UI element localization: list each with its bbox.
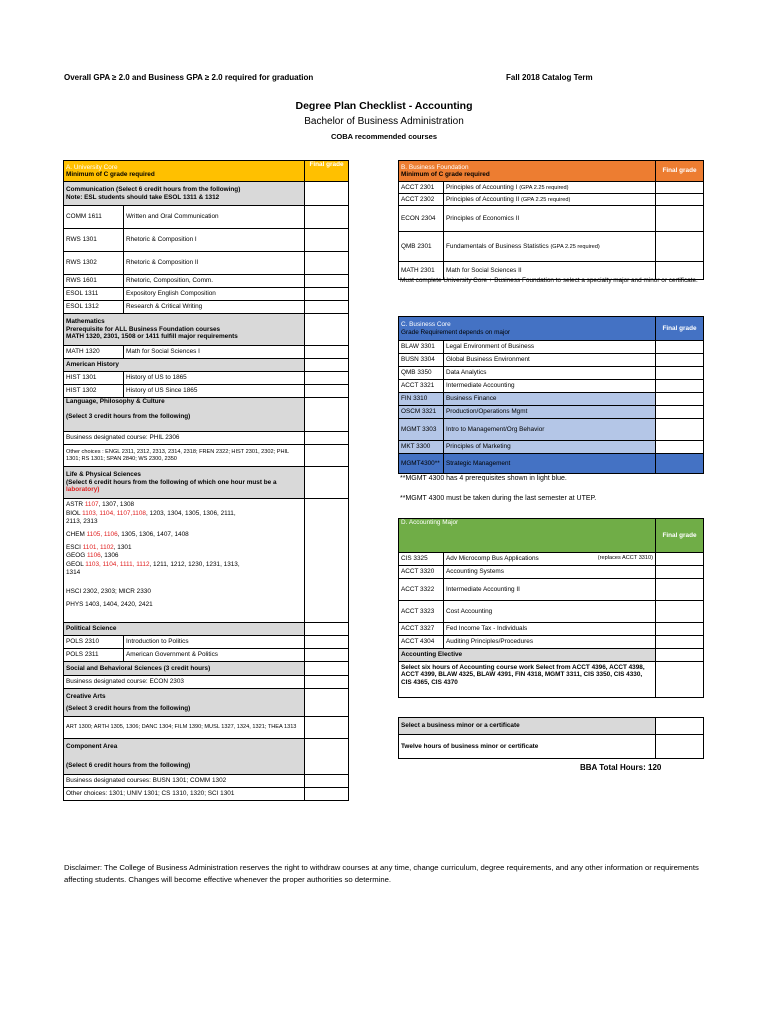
- language-designated: Business designated course: PHIL 2306: [64, 432, 305, 445]
- accounting-elective-text: Select six hours of Accounting course work Select from ACCT 4396, ACCT 4398, ACCT 4399, BLAW 4325, BLAW 4391, FIN 4318, MGMT 3311, CIS 3350, CIS 4330, CIS 4365, CIS 4370: [399, 662, 656, 698]
- course-name: Expository English Composition: [124, 288, 305, 301]
- grade-cell[interactable]: [656, 636, 704, 649]
- esci-line: ESCI 1101, 1102, 1301: [66, 543, 132, 551]
- course-code: ACCT 4304: [399, 636, 444, 649]
- grade-cell[interactable]: [656, 553, 704, 566]
- science-course-list: [64, 499, 305, 623]
- course-code: POLS 2310: [64, 636, 124, 649]
- accounting-major-table: [398, 518, 704, 698]
- grade-cell[interactable]: [656, 194, 704, 206]
- core-note-1: **MGMT 4300 has 4 prerequisites shown in light blue.: [400, 475, 567, 482]
- grade-cell[interactable]: [656, 419, 704, 441]
- grade-cell[interactable]: [305, 372, 349, 385]
- social-sciences-header: Social and Behavioral Sciences (3 credit hours): [64, 662, 305, 676]
- course-name: History of US to 1865: [124, 372, 305, 385]
- accounting-elective-header: Accounting Elective: [399, 649, 656, 662]
- grade-cell[interactable]: [656, 182, 704, 194]
- grade-cell[interactable]: [305, 636, 349, 649]
- grade-cell[interactable]: [305, 649, 349, 662]
- course-code: MGMT 3303: [399, 419, 444, 441]
- component-area-instruction: (Select 6 credit hours from the following): [66, 762, 191, 770]
- course-code: MATH 2301: [399, 262, 444, 280]
- component-designated: Business designated courses: BUSN 1301; COMM 1302: [64, 775, 305, 788]
- grade-cell[interactable]: [305, 398, 349, 432]
- course-code: RWS 1301: [64, 229, 124, 252]
- grade-cell[interactable]: [656, 406, 704, 419]
- creative-arts-list: ART 1300; ARTH 1305, 1306; DANC 1304; FILM 1390; MUSL 1327, 1324, 1321; THEA 1313: [64, 717, 305, 739]
- course-name: Cost Accounting: [444, 601, 656, 623]
- section-b-title: B. Business Foundation: [401, 163, 469, 171]
- minor-table: [398, 717, 704, 759]
- catalog-term: Fall 2018 Catalog Term: [506, 73, 593, 82]
- course-name: Math for Social Sciences I: [124, 346, 305, 359]
- course-name: Fed Income Tax - Individuals: [444, 623, 656, 636]
- grade-cell[interactable]: [656, 354, 704, 367]
- minor-select-label: Select a business minor or a certificate: [399, 718, 656, 735]
- course-name: Introduction to Politics: [124, 636, 305, 649]
- grade-cell[interactable]: [656, 662, 704, 698]
- grade-cell[interactable]: [305, 739, 349, 775]
- final-grade-header: Final grade: [656, 161, 704, 182]
- biol-line: BIOL 1103, 1104, 1107,1108, 1203, 1304, 1305, 1306, 2111,: [66, 509, 236, 517]
- grade-cell[interactable]: [656, 206, 704, 232]
- course-name: Principles of Accounting I (GPA 2.25 required): [444, 182, 656, 194]
- course-name: Intro to Management/Org Behavior: [444, 419, 656, 441]
- core-note-2: **MGMT 4300 must be taken during the last semester at UTEP.: [400, 495, 597, 502]
- grade-cell[interactable]: [305, 229, 349, 252]
- course-name: Principles of Accounting II (GPA 2.25 required): [444, 194, 656, 206]
- course-code: ACCT 2301: [399, 182, 444, 194]
- section-c-header: [399, 317, 656, 341]
- american-history-header: American History: [64, 359, 305, 372]
- grade-cell[interactable]: [305, 676, 349, 689]
- grade-cell[interactable]: [305, 206, 349, 229]
- creative-arts-instruction: (Select 3 credit hours from the following): [66, 705, 191, 712]
- course-name: Intermediate Accounting: [444, 380, 656, 393]
- sciences-instruction: (Select 6 credit hours from the following of which one hour must be a: [66, 478, 277, 486]
- course-name: Intermediate Accounting II: [444, 579, 656, 601]
- component-other-choices: Other choices: 1301; UNIV 1301; CS 1310, 1320; SCI 1301: [64, 788, 305, 801]
- course-name: Legal Environment of Business: [444, 341, 656, 354]
- grade-cell[interactable]: [305, 499, 349, 623]
- page-title: Degree Plan Checklist - Accounting: [295, 100, 473, 112]
- grade-cell[interactable]: [305, 432, 349, 445]
- mathematics-note: MATH 1320, 2301, 1508 or 1411 fulfill major requirements: [66, 333, 238, 341]
- grade-cell[interactable]: [305, 623, 349, 636]
- grade-cell[interactable]: [656, 441, 704, 454]
- grade-cell[interactable]: [656, 718, 704, 735]
- course-code: ESOL 1312: [64, 301, 124, 314]
- hsci-line: HSCI 2302, 2303; MICR 2330: [66, 588, 151, 596]
- mathematics-header: [64, 314, 305, 346]
- grade-cell[interactable]: [656, 735, 704, 759]
- course-code: OSCM 3321: [399, 406, 444, 419]
- final-grade-header: Final grade: [656, 317, 704, 341]
- political-science-header: Political Science: [64, 623, 305, 636]
- course-name: Fundamentals of Business Statistics (GPA 2.25 required): [444, 232, 656, 262]
- recommended-label: COBA recommended courses: [330, 132, 437, 141]
- geol-line: GEOL 1103, 1104, 1111, 1112, 1211, 1212, 1230, 1231, 1313,: [66, 560, 240, 568]
- course-code: COMM 1611: [64, 206, 124, 229]
- section-b-min: Minimum of C grade required: [401, 171, 490, 178]
- component-area-title: Component Area: [66, 743, 118, 750]
- grade-cell[interactable]: [305, 182, 349, 206]
- gpa-requirement: Overall GPA ≥ 2.0 and Business GPA ≥ 2.0 required for graduation: [64, 73, 314, 82]
- course-name: American Government & Politics: [124, 649, 305, 662]
- minor-twelve-hours: Twelve hours of business minor or certificate: [399, 735, 656, 759]
- course-name: History of US Since 1865: [124, 385, 305, 398]
- social-designated: Business designated course: ECON 2303: [64, 676, 305, 689]
- grade-cell[interactable]: [305, 662, 349, 676]
- grade-cell[interactable]: [656, 601, 704, 623]
- course-code: CIS 3325: [399, 553, 444, 566]
- section-a-title: A. University Core: [66, 163, 118, 171]
- course-code: QMB 2301: [399, 232, 444, 262]
- grade-cell[interactable]: [305, 252, 349, 275]
- course-code: ACCT 3327: [399, 623, 444, 636]
- course-code: ACCT 3321: [399, 380, 444, 393]
- language-instruction: (Select 3 credit hours from the following): [66, 413, 191, 421]
- final-grade-header: Final grade: [305, 161, 349, 182]
- grade-cell[interactable]: [305, 275, 349, 288]
- disclaimer: Disclaimer: The College of Business Administration reserves the right to withdraw courses at any time, change curriculum, degree requirements, and any other information or requirements affecting students. Changes will become effective whenever the proper authorities so determine.: [64, 863, 699, 884]
- grade-cell[interactable]: [305, 288, 349, 301]
- course-name: Rhetoric & Composition II: [124, 252, 305, 275]
- course-name: Rhetoric, Composition, Comm.: [124, 275, 305, 288]
- grade-cell[interactable]: [656, 380, 704, 393]
- grade-cell[interactable]: [656, 232, 704, 262]
- sciences-lab-note: laboratory): [66, 486, 100, 494]
- grade-cell[interactable]: [656, 566, 704, 579]
- mathematics-prereq: Prerequisite for ALL Business Foundation courses: [66, 325, 221, 333]
- creative-arts-header: [64, 689, 305, 717]
- course-code: MKT 3300: [399, 441, 444, 454]
- course-code: ACCT 3322: [399, 579, 444, 601]
- course-code: POLS 2311: [64, 649, 124, 662]
- sciences-title: Life & Physical Sciences: [66, 471, 141, 479]
- grade-cell[interactable]: [305, 775, 349, 788]
- course-code: MGMT4300**: [399, 454, 444, 474]
- section-a-header: [64, 161, 305, 182]
- course-name: Principles of Marketing: [444, 441, 656, 454]
- language-title: Language, Philosophy & Culture: [66, 398, 165, 405]
- course-code: QMB 3350: [399, 367, 444, 380]
- course-code: HIST 1301: [64, 372, 124, 385]
- course-name: Global Business Environment: [444, 354, 656, 367]
- grade-cell[interactable]: [305, 445, 349, 467]
- bba-total-hours: BBA Total Hours: 120: [580, 763, 662, 772]
- language-header: [64, 398, 305, 432]
- course-code: ESOL 1311: [64, 288, 124, 301]
- phys-line: PHYS 1403, 1404, 2420, 2421: [66, 600, 153, 608]
- communication-title: Communication (Select 6 credit hours from the following): [66, 186, 241, 194]
- chem-line: CHEM 1105, 1106, 1305, 1306, 1407, 1408: [66, 530, 189, 538]
- grade-cell[interactable]: [656, 367, 704, 380]
- biol-line-cont: 2113, 2313: [66, 518, 98, 526]
- section-a-min: Minimum of C grade required: [66, 171, 155, 178]
- course-name: Business Finance: [444, 393, 656, 406]
- business-foundation-table: [398, 160, 704, 280]
- grade-cell[interactable]: [656, 393, 704, 406]
- course-name: Principles of Economics II: [444, 206, 656, 232]
- section-d-title: D. Accounting Major: [399, 519, 656, 553]
- grade-cell[interactable]: [305, 346, 349, 359]
- component-area-header: [64, 739, 305, 775]
- course-name: Research & Critical Writing: [124, 301, 305, 314]
- grade-cell[interactable]: [305, 314, 349, 346]
- grade-cell[interactable]: [656, 341, 704, 354]
- mathematics-title: Mathematics: [66, 318, 105, 326]
- page-subtitle: Bachelor of Business Administration: [304, 116, 464, 127]
- course-name: Written and Oral Communication: [124, 206, 305, 229]
- course-name: Auditing Principles/Procedures: [444, 636, 656, 649]
- language-other-choices: Other choices : ENGL 2311, 2312, 2313, 2314, 2318; FREN 2322; HIST 2301, 2302; PHIL 1301; RS 1301; SPAN 2840; WS 2300, 2350: [64, 445, 305, 467]
- grade-cell[interactable]: [305, 788, 349, 801]
- university-core-table: [63, 160, 349, 801]
- grade-cell[interactable]: [305, 385, 349, 398]
- course-code: BUSN 3304: [399, 354, 444, 367]
- course-code: BLAW 3301: [399, 341, 444, 354]
- course-name: Math for Social Sciences II: [444, 262, 656, 280]
- grade-cell[interactable]: [656, 623, 704, 636]
- course-name: Rhetoric & Composition I: [124, 229, 305, 252]
- grade-cell[interactable]: [656, 454, 704, 474]
- foundation-note: Must complete University Core + Business Foundation to select a specialty major and minor or certificate.: [400, 277, 698, 284]
- course-name: Accounting Systems: [444, 566, 656, 579]
- course-name: Adv Microcomp Bus Applications (replaces ACCT 3310): [444, 553, 656, 566]
- course-code: RWS 1302: [64, 252, 124, 275]
- section-c-title: C. Business Core: [401, 321, 451, 329]
- grade-cell[interactable]: [305, 467, 349, 499]
- business-core-table: [398, 316, 704, 474]
- geol-line-cont: 1314: [66, 569, 81, 577]
- section-c-requirement: Grade Requirement depends on major: [401, 328, 511, 336]
- grade-cell[interactable]: [305, 717, 349, 739]
- section-b-header: [399, 161, 656, 182]
- sciences-header: [64, 467, 305, 499]
- course-code: MATH 1320: [64, 346, 124, 359]
- course-code: ACCT 3320: [399, 566, 444, 579]
- grade-cell[interactable]: [656, 649, 704, 662]
- course-code: HIST 1302: [64, 385, 124, 398]
- grade-cell[interactable]: [305, 301, 349, 314]
- final-grade-header: Final grade: [656, 519, 704, 553]
- course-code: FIN 3310: [399, 393, 444, 406]
- course-code: ACCT 3323: [399, 601, 444, 623]
- geog-line: GEOG 1106, 1306: [66, 552, 119, 560]
- creative-arts-title: Creative Arts: [66, 692, 106, 700]
- communication-header: [64, 182, 305, 206]
- course-code: ACCT 2302: [399, 194, 444, 206]
- course-code: ECON 2304: [399, 206, 444, 232]
- course-code: RWS 1601: [64, 275, 124, 288]
- course-name: Strategic Management: [444, 454, 656, 474]
- grade-cell[interactable]: [305, 359, 349, 372]
- communication-note: Note: ESL students should take ESOL 1311 & 1312: [66, 193, 220, 201]
- course-name: Data Analytics: [444, 367, 656, 380]
- grade-cell[interactable]: [656, 579, 704, 601]
- course-name: Production/Operations Mgmt: [444, 406, 656, 419]
- astr-line: ASTR 1107, 1307, 1308: [66, 501, 135, 508]
- grade-cell[interactable]: [305, 689, 349, 717]
